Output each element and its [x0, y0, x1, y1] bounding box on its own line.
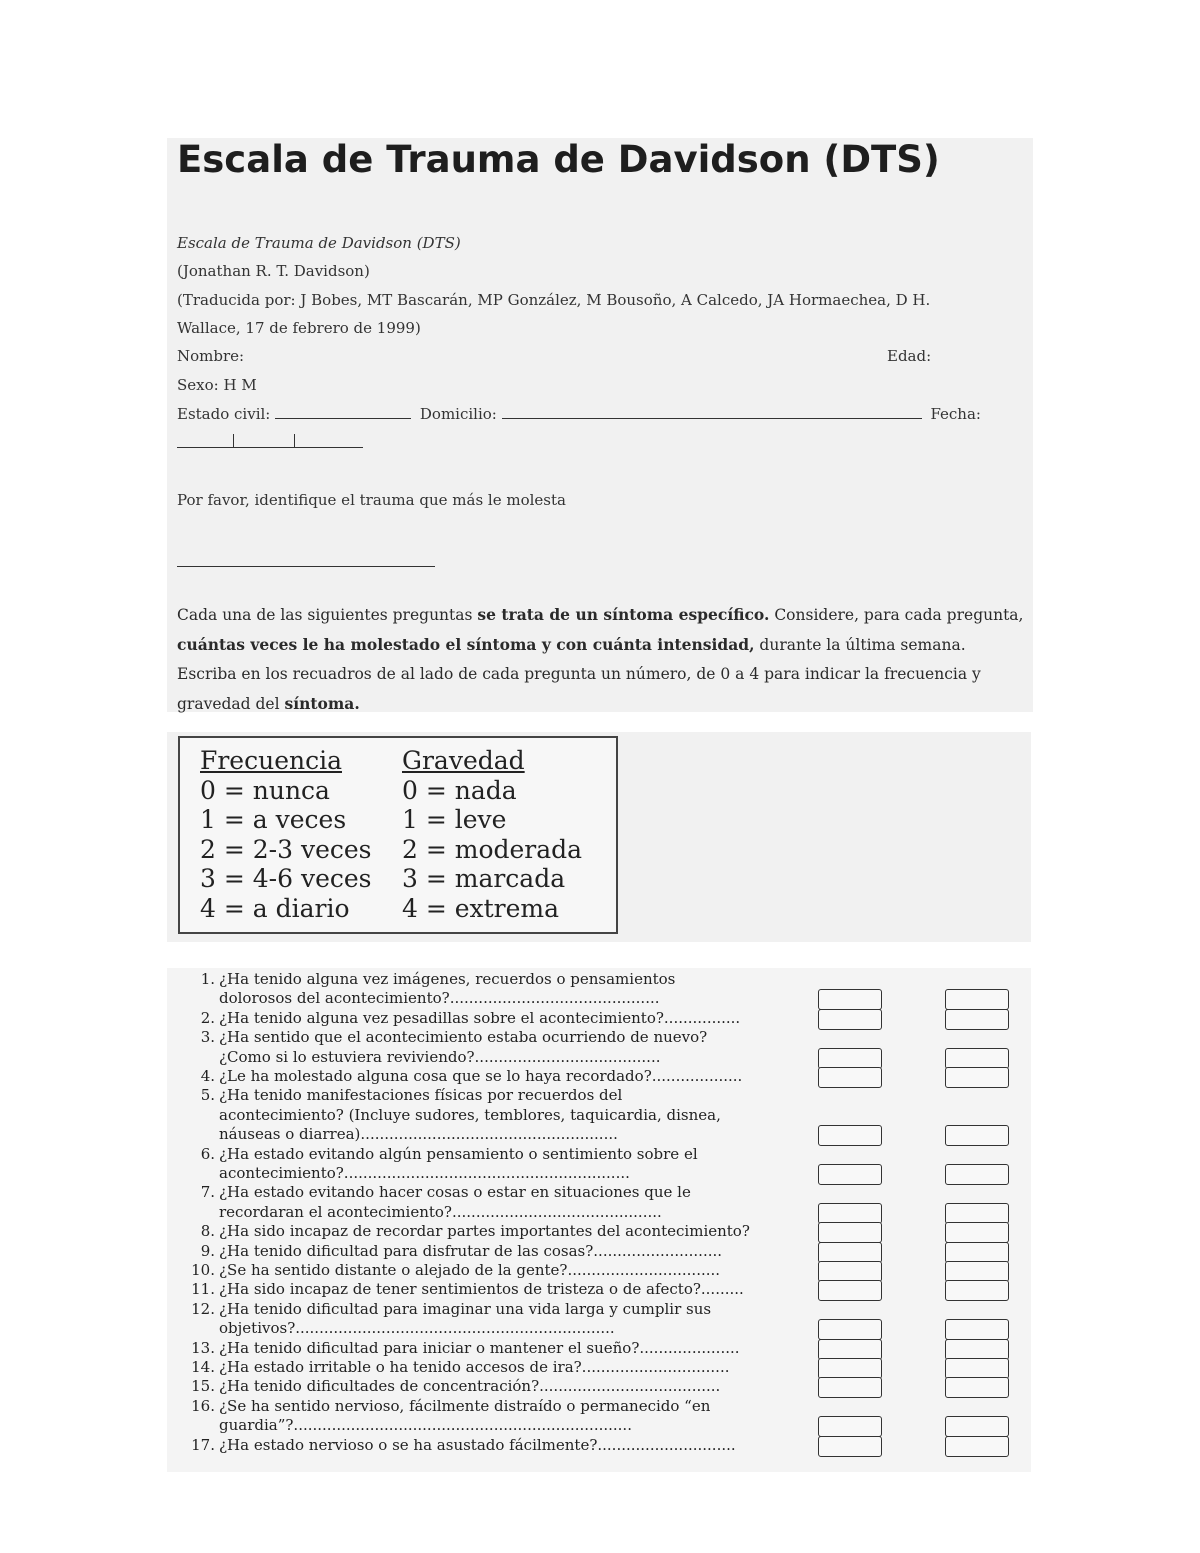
nombre-label: Nombre: [177, 347, 245, 365]
question-number: 13. [191, 1338, 215, 1357]
frequency-answer-box[interactable] [818, 1048, 882, 1069]
trauma-prompt: Por favor, identifique el trauma que más le molesta [177, 491, 566, 509]
question-number: 1. [200, 970, 215, 988]
question-text: ¿Ha tenido manifestaciones físicas por recuerdos del [219, 1086, 623, 1105]
trauma-field[interactable] [177, 566, 435, 567]
severity-legend [402, 746, 582, 923]
question-text: ¿Ha tenido dificultad para iniciar o mantener el sueño?..................... [219, 1338, 740, 1357]
frequency-answer-box[interactable] [818, 1436, 882, 1457]
question-number: 6. [200, 1144, 215, 1163]
frequency-answer-box[interactable] [818, 1125, 882, 1146]
question-text: ¿Ha estado irritable o ha tenido accesos de ira?............................... [219, 1358, 730, 1376]
frequency-answer-box[interactable] [818, 1222, 882, 1243]
translation-line-2: Wallace, 17 de febrero de 1999) [177, 319, 421, 337]
frequency-answer-box[interactable] [818, 1280, 882, 1301]
question-number: 14. [191, 1358, 215, 1376]
legend-box [178, 736, 618, 934]
severity-item: 2 = moderada [402, 834, 583, 864]
question-number: 2. [200, 1008, 215, 1027]
severity-item: 3 = marcada [402, 864, 566, 893]
question-text: ¿Ha tenido alguna vez pesadillas sobre el acontecimiento?................ [219, 1008, 741, 1027]
frequency-answer-box[interactable] [818, 1358, 882, 1379]
domicilio-field[interactable] [502, 418, 922, 419]
severity-answer-box[interactable] [945, 1339, 1009, 1360]
legend-panel [167, 732, 1031, 942]
question-text: ¿Ha estado evitando algún pensamiento o sentimiento sobre el [219, 1144, 698, 1163]
severity-answer-box[interactable] [945, 1261, 1009, 1282]
question-text: ¿Ha tenido dificultad para disfrutar de las cosas?........................... [219, 1241, 723, 1260]
question-number: 10. [191, 1261, 215, 1279]
severity-answer-box[interactable] [945, 1280, 1009, 1301]
question-number: 9. [200, 1241, 215, 1260]
question-text: acontecimiento? (Incluye sudores, temblores, taquicardia, disnea, [219, 1105, 721, 1124]
question-text: ¿Se ha sentido distante o alejado de la gente?................................ [219, 1261, 721, 1279]
frequency-answer-box[interactable] [818, 1319, 882, 1340]
question-number: 15. [191, 1377, 215, 1396]
frequency-item: 4 = a diario [200, 893, 350, 923]
question-number: 3. [200, 1028, 215, 1047]
sexo-label: Sexo: H M [177, 376, 257, 394]
frequency-item: 1 = a veces [200, 805, 347, 834]
translation-line-1: (Traducida por: J Bobes, MT Bascarán, MP González, M Bousoño, A Calcedo, JA Hormaechea, D H. [177, 291, 931, 309]
instructions-paragraph: Cada una de las siguientes preguntas se trata de un síntoma específico. Considere, para cada pregunta, cuántas veces le ha molestado el síntoma y con cuánta intensidad, durante la última semana. Escriba en los recuadros de al lado de cada pregunta un número, de 0 a 4 para indicar la frecuencia y gravedad del síntoma. [177, 605, 1024, 713]
fecha-year-field[interactable] [295, 447, 363, 448]
estado-civil-row [177, 405, 981, 423]
frequency-answer-box[interactable] [818, 1377, 882, 1398]
severity-answer-box[interactable] [945, 1009, 1009, 1030]
question-text: ¿Le ha molestado alguna cosa que se lo haya recordado?................... [219, 1067, 743, 1085]
frequency-answer-box[interactable] [818, 1339, 882, 1360]
question-text: ¿Ha estado evitando hacer cosas o estar en situaciones que le [219, 1183, 691, 1202]
frequency-answer-box[interactable] [818, 1242, 882, 1263]
question-number: 7. [200, 1183, 215, 1202]
question-text: dolorosos del acontecimiento?............................................ [219, 989, 660, 1008]
severity-answer-box[interactable] [945, 1319, 1009, 1340]
question-text: ¿Se ha sentido nervioso, fácilmente distraído o permanecido “en [219, 1396, 711, 1415]
question-text: ¿Ha sido incapaz de tener sentimientos de tristeza o de afecto?......... [219, 1280, 744, 1299]
frequency-answer-box[interactable] [818, 1203, 882, 1224]
question-number: 12. [191, 1299, 215, 1318]
question-text: ¿Ha sentido que el acontecimiento estaba ocurriendo de nuevo? [219, 1028, 708, 1047]
severity-item: 0 = nada [402, 775, 517, 805]
question-text: ¿Ha tenido dificultades de concentración?...................................... [219, 1377, 721, 1396]
question-text: guardia”?....................................................................... [219, 1416, 632, 1435]
severity-answer-box[interactable] [945, 1125, 1009, 1146]
edad-label: Edad: [887, 347, 932, 365]
severity-answer-box[interactable] [945, 1164, 1009, 1185]
frequency-answer-box[interactable] [818, 1067, 882, 1088]
question-number: 16. [191, 1396, 215, 1415]
fecha-field[interactable] [177, 434, 363, 452]
severity-header: Gravedad [402, 746, 525, 775]
page-title: Escala de Trauma de Davidson (DTS) [177, 138, 940, 181]
severity-answer-box[interactable] [945, 1358, 1009, 1379]
question-number: 11. [191, 1280, 215, 1299]
severity-answer-box[interactable] [945, 1222, 1009, 1243]
severity-answer-box[interactable] [945, 1203, 1009, 1224]
frequency-answer-box[interactable] [818, 989, 882, 1010]
question-text: ¿Ha estado nervioso o se ha asustado fácilmente?............................. [219, 1435, 736, 1454]
severity-answer-box[interactable] [945, 1436, 1009, 1457]
fecha-label: Fecha: [930, 405, 981, 423]
severity-answer-box[interactable] [945, 1067, 1009, 1088]
question-number: 4. [200, 1067, 215, 1085]
severity-answer-box[interactable] [945, 1416, 1009, 1437]
question-number: 17. [191, 1435, 215, 1454]
author-line: (Jonathan R. T. Davidson) [177, 262, 370, 280]
fecha-day-field[interactable] [177, 447, 233, 448]
severity-answer-box[interactable] [945, 989, 1009, 1010]
frequency-answer-box[interactable] [818, 1261, 882, 1282]
severity-answer-box[interactable] [945, 1377, 1009, 1398]
frequency-item: 3 = 4-6 veces [200, 864, 372, 893]
question-number: 8. [200, 1222, 215, 1241]
frequency-header: Frecuencia [200, 746, 342, 775]
estado-civil-label: Estado civil: [177, 405, 271, 423]
question-number: 5. [200, 1086, 215, 1105]
question-text: náuseas o diarrea)...................................................... [219, 1125, 618, 1144]
severity-item: 4 = extrema [402, 893, 560, 923]
frequency-item: 0 = nunca [200, 775, 330, 805]
severity-item: 1 = leve [402, 805, 507, 834]
question-text: ¿Ha sido incapaz de recordar partes importantes del acontecimiento? [219, 1222, 750, 1241]
question-text: recordaran el acontecimiento?............................................ [219, 1202, 662, 1221]
frequency-legend [200, 746, 372, 923]
frequency-item: 2 = 2-3 veces [200, 834, 372, 864]
question-text: ¿Ha tenido dificultad para imaginar una vida larga y cumplir sus [219, 1299, 712, 1318]
form-header-panel [167, 138, 1033, 712]
fecha-month-field[interactable] [234, 447, 294, 448]
frequency-answer-box[interactable] [818, 1164, 882, 1185]
question-text: acontecimiento?............................................................ [219, 1163, 630, 1182]
estado-civil-field[interactable] [275, 418, 411, 419]
question-text: objetivos?................................................................... [219, 1319, 615, 1338]
question-text: ¿Ha tenido alguna vez imágenes, recuerdos o pensamientos [219, 970, 676, 988]
domicilio-label: Domicilio: [419, 405, 497, 423]
question-text: ¿Como si lo estuviera reviviendo?....................................... [219, 1047, 661, 1066]
severity-answer-box[interactable] [945, 1242, 1009, 1263]
frequency-answer-box[interactable] [818, 1416, 882, 1437]
questions-panel [167, 968, 1031, 1472]
frequency-answer-box[interactable] [818, 1009, 882, 1030]
severity-answer-box[interactable] [945, 1048, 1009, 1069]
scale-subtitle: Escala de Trauma de Davidson (DTS) [177, 234, 461, 252]
